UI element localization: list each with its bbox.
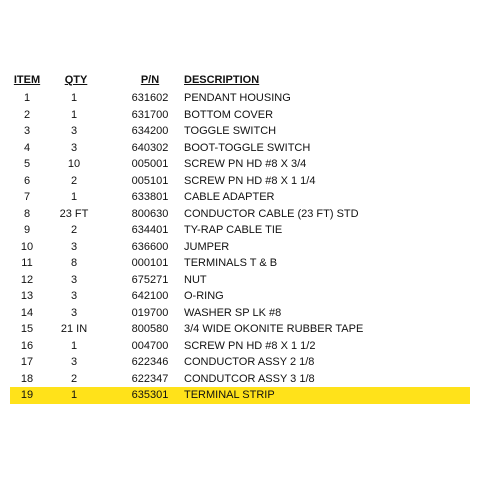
cell-part-number: 633801 [131,191,169,203]
cell-item: 1 [23,92,31,104]
cell-item: 4 [23,141,31,154]
cell-item: 5 [23,158,31,170]
cell-part-number: 005001 [131,158,169,170]
cell-qty: 3 [70,356,78,368]
cell-item: 12 [20,273,34,286]
cell-qty: 1 [70,389,78,401]
cell-description: BOTTOM COVER [184,108,274,121]
cell-part-number: 622346 [131,356,169,368]
cell-description: O-RING [184,290,224,302]
cell-item: 14 [20,306,34,319]
cell-qty: 23 FT [59,207,89,220]
cell-item: 17 [20,356,34,368]
table-header-row [10,70,470,90]
table-row [10,173,470,190]
cell-item: 10 [20,240,34,253]
cell-part-number: 622347 [131,372,169,385]
cell-qty: 3 [70,290,78,302]
cell-part-number: 631700 [131,108,169,121]
table-row [10,239,470,256]
cell-description: PENDANT HOUSING [184,92,291,104]
table-row-highlighted [10,387,470,404]
table-row [10,107,470,124]
cell-part-number: 634200 [131,125,169,137]
table-row [10,354,470,371]
cell-item: 2 [23,108,31,121]
cell-part-number: 635301 [131,389,169,401]
cell-item: 15 [20,323,34,335]
table-row [10,371,470,388]
cell-part-number: 631602 [131,92,169,104]
header-qty: QTY [64,74,88,86]
cell-qty: 21 IN [60,323,88,335]
cell-part-number: 004700 [131,339,169,352]
header-part-number: P/N [140,74,160,86]
table-row [10,338,470,355]
cell-qty: 8 [70,257,78,269]
cell-description: SCREW PN HD #8 X 3/4 [184,158,307,170]
cell-part-number: 642100 [131,290,169,302]
cell-qty: 1 [70,339,78,352]
table-row [10,140,470,157]
cell-description: WASHER SP LK #8 [184,306,282,319]
cell-qty: 1 [70,92,78,104]
cell-part-number: 636600 [131,240,169,253]
table-row [10,189,470,206]
table-row [10,222,470,239]
cell-qty: 2 [70,174,78,187]
cell-part-number: 005101 [131,174,169,187]
header-item: ITEM [13,74,41,86]
cell-item: 11 [21,257,33,269]
cell-description: CONDUTCOR ASSY 3 1/8 [184,372,315,385]
table-row [10,305,470,322]
cell-description: JUMPER [184,240,230,253]
cell-part-number: 019700 [131,306,169,319]
cell-part-number: 800630 [131,207,169,220]
table-row [10,255,470,272]
cell-part-number: 800580 [131,323,169,335]
table-row [10,206,470,223]
cell-qty: 2 [70,372,78,385]
cell-item: 19 [20,389,34,401]
table-row [10,288,470,305]
cell-description: CONDUCTOR CABLE (23 FT) STD [184,207,359,220]
cell-qty: 3 [70,141,78,154]
cell-description: BOOT-TOGGLE SWITCH [184,141,311,154]
table-body [10,90,470,404]
cell-qty: 10 [67,158,81,170]
cell-description: SCREW PN HD #8 X 1 1/2 [184,339,316,352]
cell-item: 7 [23,191,31,203]
cell-item: 6 [23,174,31,187]
cell-description: TERMINALS T & B [184,257,278,269]
cell-description: TOGGLE SWITCH [184,125,277,137]
table-row [10,123,470,140]
cell-description: CONDUCTOR ASSY 2 1/8 [184,356,315,368]
table-row [10,321,470,338]
cell-item: 3 [23,125,31,137]
cell-qty: 1 [70,191,78,203]
cell-qty: 2 [70,224,78,236]
cell-item: 8 [23,207,31,220]
cell-qty: 1 [70,108,78,121]
cell-item: 16 [20,339,34,352]
cell-part-number: 634401 [131,224,169,236]
header-description: DESCRIPTION [184,74,260,86]
cell-description: SCREW PN HD #8 X 1 1/4 [184,174,316,187]
cell-qty: 3 [70,306,78,319]
cell-part-number: 675271 [131,273,169,286]
cell-item: 9 [23,224,31,236]
cell-qty: 3 [70,240,78,253]
cell-item: 13 [20,290,34,302]
cell-part-number: 640302 [131,141,169,154]
parts-list-table [10,70,470,404]
cell-description: TY-RAP CABLE TIE [184,224,283,236]
cell-description: NUT [184,273,207,286]
cell-part-number: 000101 [131,257,169,269]
table-row [10,272,470,289]
cell-item: 18 [20,372,34,385]
cell-description: CABLE ADAPTER [184,191,275,203]
cell-description: 3/4 WIDE OKONITE RUBBER TAPE [184,323,364,335]
table-row [10,156,470,173]
cell-qty: 3 [70,273,78,286]
cell-description: TERMINAL STRIP [184,389,275,401]
cell-qty: 3 [70,125,78,137]
table-row [10,90,470,107]
